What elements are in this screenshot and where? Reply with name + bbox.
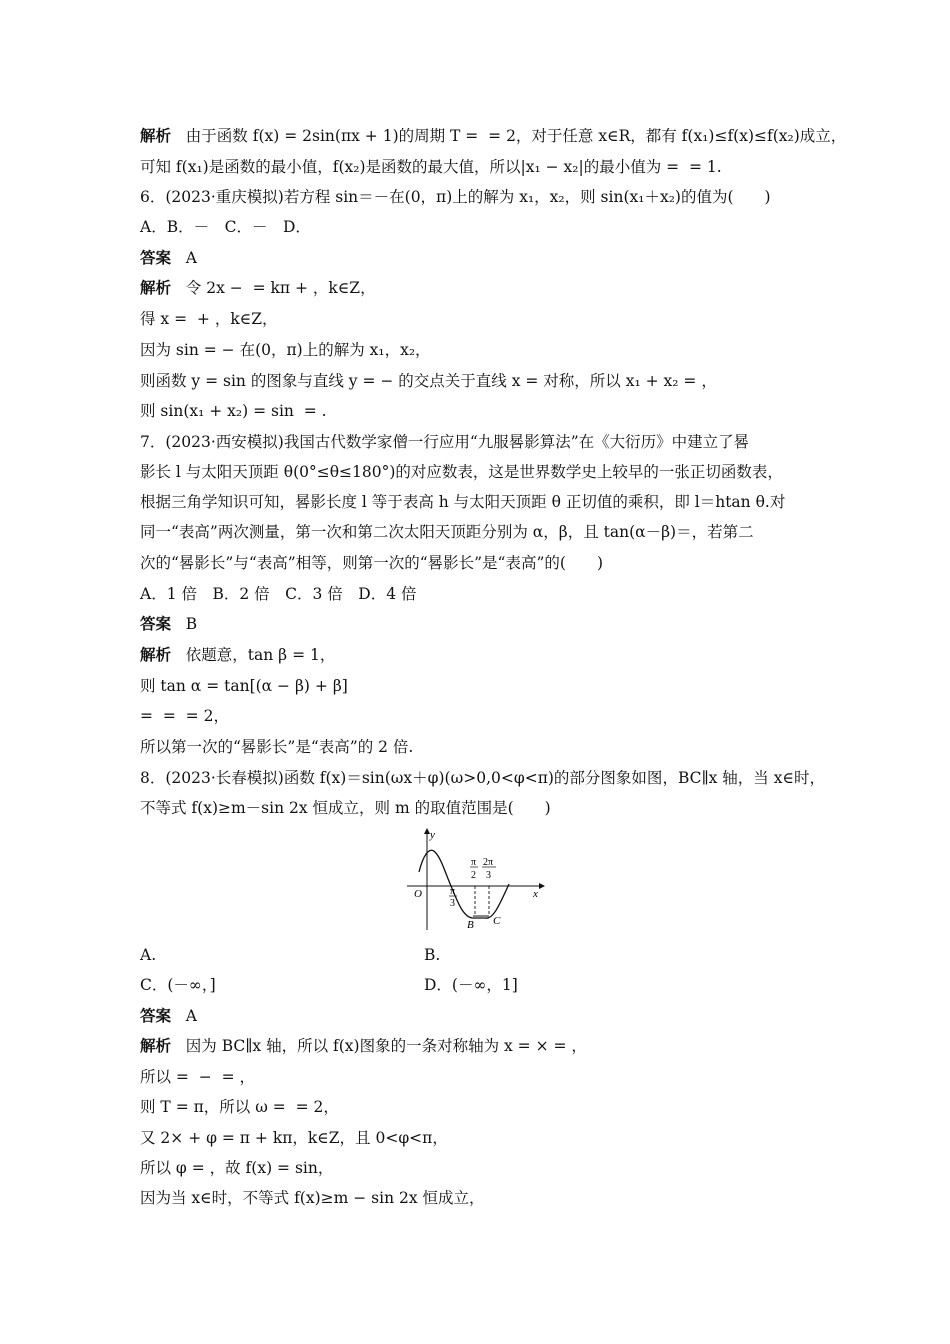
text-line: 所以 = − = ， [140,1068,256,1086]
sine-curve [419,850,509,918]
text-line: 解析 因为 BC∥x 轴，所以 f(x)图象的一条对称轴为 x = × = ， [140,1036,587,1055]
tick-pi2-den: 2 [471,870,476,881]
question-7: 7．(2023·西安模拟)我国古代数学家僧一行应用“九服晷影算法”在《大衍历》中建立了晷 [140,433,750,451]
point-c-label: C [493,915,501,927]
question-8: 8．(2023·长春模拟)函数 f(x)＝sin(ωx＋φ)(ω>0,0<φ<π)的部分图象如图，BC∥x 轴，当 x∈时， [140,769,825,787]
text-line: 不等式 f(x)≥m－sin 2x 恒成立，则 m 的取值范围是( ) [140,799,551,817]
option-c: C．(－∞，] [140,976,216,994]
question-6-options: A．B．－ C．－ D． [140,218,311,236]
tick-2pi3-num: 2π [483,857,494,868]
tick-pi3-den: 3 [450,898,455,909]
text-line: 根据三角学知识可知，晷影长度 l 等于表高 h 与太阳天顶距 θ 正切值的乘积，即 l＝htan θ.对 [140,493,786,511]
text-line: 则 tan α = tan[(α − β) + β] [140,677,348,695]
text-line: 则 T = π，所以 ω = = 2， [140,1098,339,1116]
text-line: 影长 l 与太阳天顶距 θ(0°≤θ≤180°)的对应数表，这是世界数学史上较早的一张正切函数表， [140,463,783,481]
text-line: 因为当 x∈时，不等式 f(x)≥m − sin 2x 恒成立， [140,1189,485,1207]
text-line: 次的“晷影长”与“表高”相等，则第一次的“晷影长”是“表高”的( ) [140,554,603,572]
question-6: 6．(2023·重庆模拟)若方程 sin＝－在(0，π)上的解为 x₁，x₂，则 sin(x₁＋x₂)的值为( ) [140,188,771,206]
question-7-options: A．1 倍 B．2 倍 C．3 倍 D．4 倍 [140,585,417,603]
tick-2pi3-den: 3 [486,870,491,881]
text-line: 解析 依题意，tan β = 1， [140,645,336,664]
text-line: 解析 由于函数 f(x) = 2sin(πx + 1)的周期 T = = 2，对于任意 x∈R，都有 f(x₁)≤f(x)≤f(x₂)成立， [140,126,847,145]
option-b: B. [424,946,441,964]
y-label: y [430,829,435,841]
text-line: 则函数 y = sin 的图象与直线 y = − 的交点关于直线 x = 对称，所以 x₁ + x₂ = ， [140,372,717,390]
text-line: 得 x = + ，k∈Z， [140,310,278,328]
function-graph [405,826,545,932]
answer-6: 答案 A [140,248,197,267]
x-axis-arrow-icon [539,883,545,889]
text-line: 所以第一次的“晷影长”是“表高”的 2 倍. [140,738,414,756]
text-line: 解析 令 2x − = kπ + ，k∈Z， [140,278,376,297]
text-line: 所以 φ = ，故 f(x) = sin， [140,1159,334,1177]
x-label: x [533,888,538,900]
text-line: 又 2× + φ = π + kπ，k∈Z，且 0<φ<π， [140,1129,448,1147]
text-line: 可知 f(x₁)是函数的最小值，f(x₂)是函数的最大值，所以|x₁ − x₂|的最小值为 = = 1. [140,158,722,176]
answer-8: 答案 A [140,1006,197,1025]
option-d: D．(－∞，1] [424,976,518,994]
option-a: A. [140,946,157,964]
origin-label: O [414,888,422,900]
text-line: 则 sin(x₁ + x₂) = sin = . [140,402,327,420]
point-b-label: B [467,919,474,931]
tick-pi2-num: π [471,857,477,868]
text-line: 因为 sin = − 在(0，π)上的解为 x₁，x₂， [140,341,431,359]
text-line: = = = 2， [140,707,229,725]
text-line: 同一“表高”两次测量，第一次和第二次太阳天顶距分别为 α，β，且 tan(α－β)＝，若第二 [140,523,754,541]
answer-7: 答案 B [140,614,198,633]
tick-pi3-num: π [450,886,456,897]
